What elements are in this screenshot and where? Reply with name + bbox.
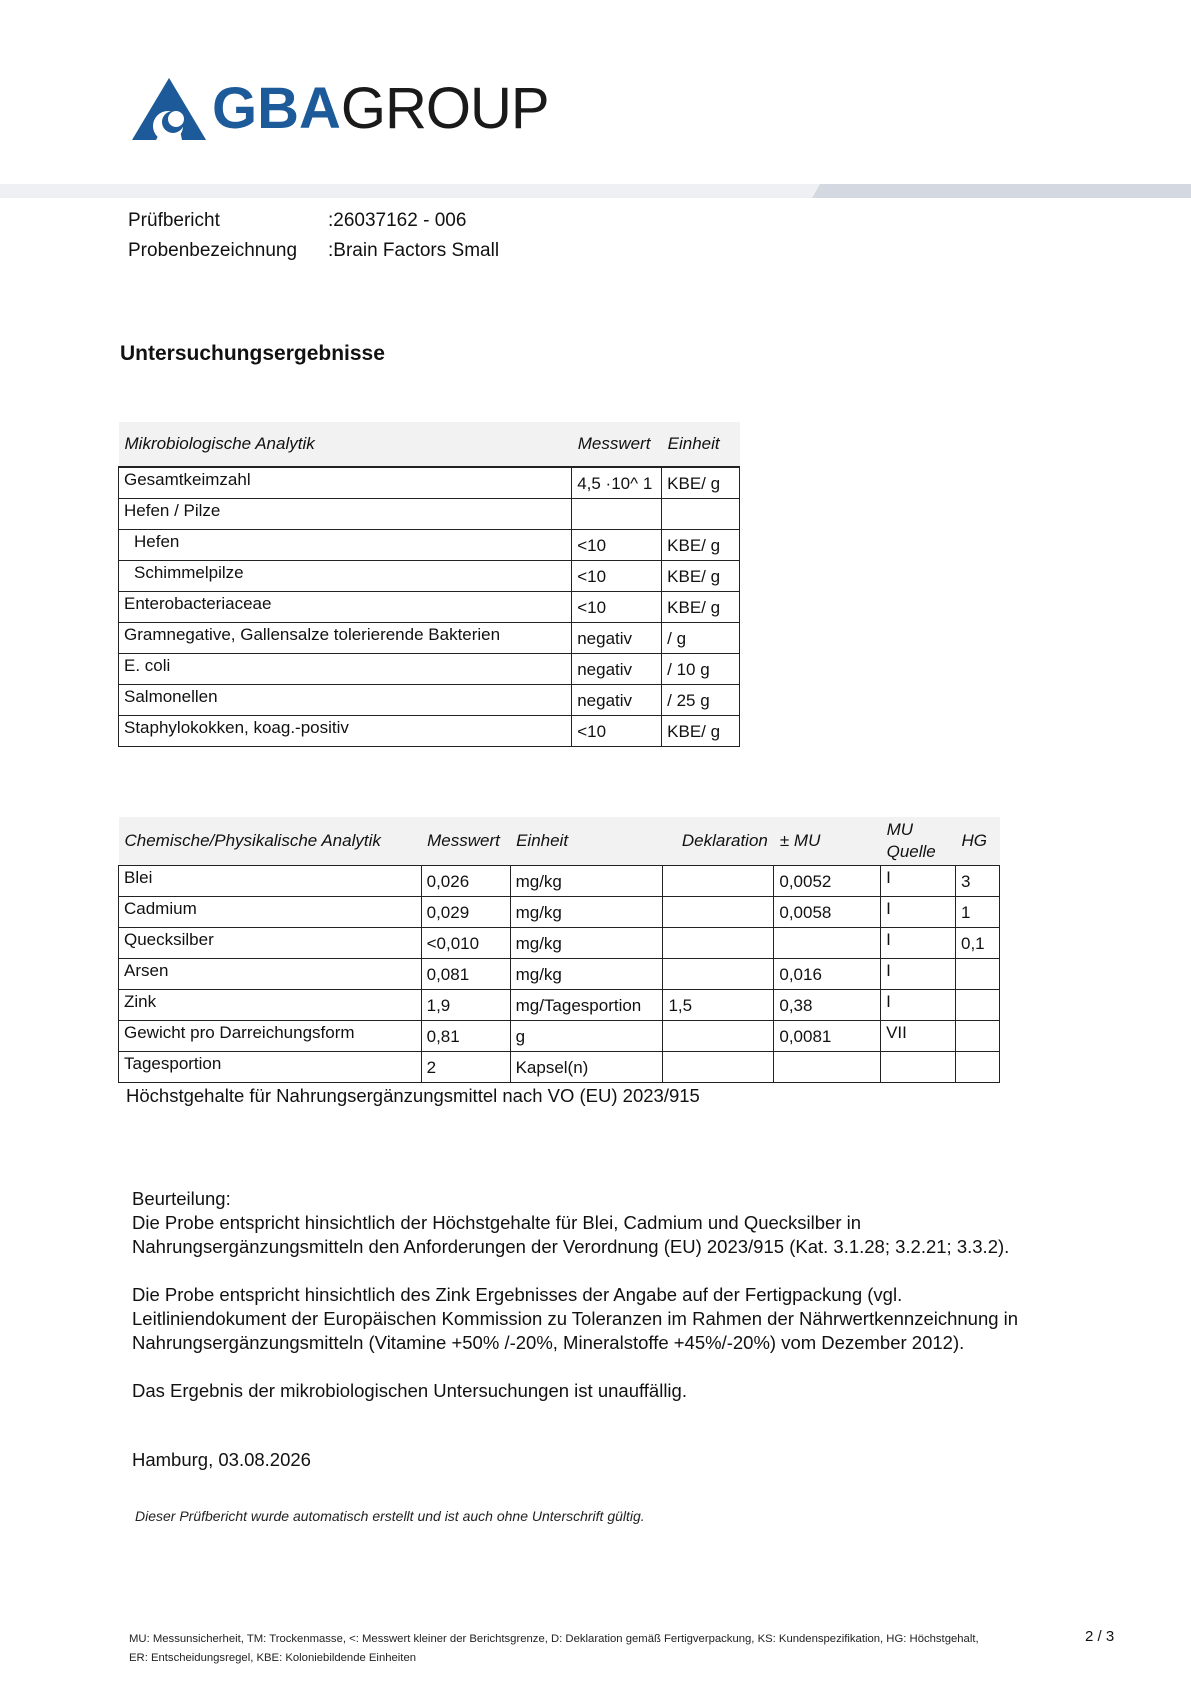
- micro-name: Gramnegative, Gallensalze tolerierende Bakterien: [119, 623, 572, 654]
- chem-name: Gewicht pro Darreichungsform: [119, 1021, 422, 1052]
- table-row: [119, 897, 1000, 928]
- chem-hg: [956, 959, 1000, 990]
- table-row: [119, 866, 1000, 897]
- chem-mu: 0,0052: [774, 866, 881, 897]
- assessment-p2-line3: Nahrungsergänzungsmitteln (Vitamine +50% /-20%, Mineralstoffe +45%/-20%) vom Dezember 2012).: [132, 1332, 965, 1353]
- micro-name: Enterobacteriaceae: [119, 592, 572, 623]
- chem-hg: [956, 1052, 1000, 1083]
- sample-label: Probenbezeichnung: [128, 240, 298, 261]
- micro-table: [118, 422, 740, 747]
- table-row: [119, 928, 1000, 959]
- micro-col-unit: Einheit: [662, 422, 740, 467]
- chem-value: 2: [421, 1052, 510, 1083]
- chem-name: Cadmium: [119, 897, 422, 928]
- chem-mu: 0,38: [774, 990, 881, 1021]
- abbreviation-legend: [129, 1630, 989, 1668]
- chem-unit: mg/Tagesportion: [510, 990, 663, 1021]
- table-row: [119, 623, 740, 654]
- micro-value: <10: [572, 561, 662, 592]
- assessment-title: Beurteilung:: [132, 1188, 231, 1209]
- micro-unit: KBE/ g: [662, 561, 740, 592]
- micro-value: negativ: [572, 654, 662, 685]
- micro-unit: [662, 499, 740, 530]
- gba-logo-mark-icon: [130, 76, 208, 142]
- chem-unit: g: [510, 1021, 663, 1052]
- chem-value: 0,029: [421, 897, 510, 928]
- micro-header-row: [119, 422, 740, 467]
- chem-unit: mg/kg: [510, 897, 663, 928]
- micro-unit: / g: [662, 623, 740, 654]
- page-number: 2 / 3: [1085, 1628, 1115, 1645]
- chem-name: Zink: [119, 990, 422, 1021]
- chem-unit: mg/kg: [510, 959, 663, 990]
- chem-declaration: [663, 1052, 774, 1083]
- chem-unit: mg/kg: [510, 928, 663, 959]
- micro-value: negativ: [572, 623, 662, 654]
- micro-unit: KBE/ g: [662, 530, 740, 561]
- table-row: [119, 654, 740, 685]
- mu-source-line2: Quelle: [886, 842, 936, 861]
- chem-table: [118, 817, 1000, 1083]
- micro-value: <10: [572, 530, 662, 561]
- report-label: Prüfbericht: [128, 210, 220, 231]
- chem-declaration: [663, 928, 774, 959]
- assessment-p3: Das Ergebnis der mikrobiologischen Untersuchungen ist unauffällig.: [132, 1380, 687, 1401]
- mu-source-line1: MU: [886, 820, 914, 839]
- micro-unit: / 10 g: [662, 654, 740, 685]
- micro-unit: KBE/ g: [662, 467, 740, 499]
- micro-unit: KBE/ g: [662, 592, 740, 623]
- chem-hg: 3: [956, 866, 1000, 897]
- micro-col-value: Messwert: [572, 422, 662, 467]
- assessment-p1-line2: Nahrungsergänzungsmitteln den Anforderungen der Verordnung (EU) 2023/915 (Kat. 3.1.28; 3.2.21; 3.3.2).: [132, 1236, 1010, 1257]
- legend-line-1: MU: Messunsicherheit, TM: Trockenmasse, <: Messwert kleiner der Berichtsgrenze, D: Deklaration gemäß Fertigverpackung, KS: Kundenspezifikation, HG: Höchstgehalt,: [129, 1633, 979, 1645]
- chem-mu-source: [881, 1052, 956, 1083]
- chem-declaration: [663, 959, 774, 990]
- chem-hg: [956, 990, 1000, 1021]
- table-row: [119, 959, 1000, 990]
- legend-line-2: ER: Entscheidungsregel, KBE: Koloniebildende Einheiten: [129, 1652, 417, 1664]
- chem-col-unit: Einheit: [510, 817, 663, 866]
- table-row: [119, 499, 740, 530]
- table-row: [119, 592, 740, 623]
- micro-name: Schimmelpilze: [119, 561, 572, 592]
- micro-value: <10: [572, 592, 662, 623]
- micro-unit: / 25 g: [662, 685, 740, 716]
- chem-value: <0,010: [421, 928, 510, 959]
- chem-value: 0,026: [421, 866, 510, 897]
- chem-col-analysis: Chemische/Physikalische Analytik: [119, 817, 422, 866]
- assessment-p2-line1: Die Probe entspricht hinsichtlich des Zink Ergebnisses der Angabe auf der Fertigpackung (vgl.: [132, 1284, 903, 1305]
- chem-unit: Kapsel(n): [510, 1052, 663, 1083]
- micro-value: negativ: [572, 685, 662, 716]
- chem-declaration: [663, 866, 774, 897]
- chem-mu-source: I: [881, 866, 956, 897]
- chem-declaration: [663, 1021, 774, 1052]
- assessment-p2-line2: Leitliniendokument der Europäischen Kommission zu Toleranzen im Rahmen der Nährwertkennzeichnung in: [132, 1308, 1019, 1329]
- chem-mu-source: VII: [881, 1021, 956, 1052]
- header-band: [0, 184, 1191, 198]
- chem-col-mu-source: [881, 817, 956, 866]
- micro-value: [572, 499, 662, 530]
- chem-hg: 1: [956, 897, 1000, 928]
- report-number: :26037162 - 006: [328, 210, 467, 231]
- chem-name: Arsen: [119, 959, 422, 990]
- chem-mu: 0,0058: [774, 897, 881, 928]
- chem-hg: 0,1: [956, 928, 1000, 959]
- chem-hg: [956, 1021, 1000, 1052]
- chem-col-mu: ± MU: [774, 817, 881, 866]
- micro-value: <10: [572, 716, 662, 747]
- place-date: Hamburg, 03.08.2026: [132, 1449, 311, 1470]
- table-row: [119, 561, 740, 592]
- company-logo: [130, 74, 549, 144]
- chem-declaration: [663, 897, 774, 928]
- micro-value: 4,5 ·10^ 1: [572, 467, 662, 499]
- chem-name: Tagesportion: [119, 1052, 422, 1083]
- logo-wordmark: [212, 76, 549, 141]
- chem-mu: 0,0081: [774, 1021, 881, 1052]
- chem-unit: mg/kg: [510, 866, 663, 897]
- chem-mu-source: I: [881, 990, 956, 1021]
- table-row: [119, 1021, 1000, 1052]
- chem-value: 1,9: [421, 990, 510, 1021]
- micro-name: E. coli: [119, 654, 572, 685]
- table-row: [119, 467, 740, 499]
- chem-name: Blei: [119, 866, 422, 897]
- chem-col-value: Messwert: [421, 817, 510, 866]
- table-row: [119, 990, 1000, 1021]
- chem-mu: [774, 928, 881, 959]
- chem-col-declaration: Deklaration: [663, 817, 774, 866]
- chem-mu: 0,016: [774, 959, 881, 990]
- logo-group-text: GROUP: [340, 76, 549, 141]
- section-title: Untersuchungsergebnisse: [120, 342, 385, 365]
- table-row: [119, 530, 740, 561]
- table-row: [119, 716, 740, 747]
- assessment-p1-line1: Die Probe entspricht hinsichtlich der Höchstgehalte für Blei, Cadmium und Quecksilber in: [132, 1212, 862, 1233]
- sample-name: :Brain Factors Small: [328, 240, 500, 261]
- micro-name: Hefen / Pilze: [119, 499, 572, 530]
- max-levels-note: Höchstgehalte für Nahrungsergänzungsmittel nach VO (EU) 2023/915: [126, 1085, 700, 1106]
- table-row: [119, 1052, 1000, 1083]
- micro-name: Salmonellen: [119, 685, 572, 716]
- chem-mu-source: I: [881, 897, 956, 928]
- chem-col-hg: HG: [956, 817, 1000, 866]
- micro-name: Gesamtkeimzahl: [119, 467, 572, 499]
- chem-declaration: 1,5: [663, 990, 774, 1021]
- chem-mu-source: I: [881, 959, 956, 990]
- chem-header-row: [119, 817, 1000, 866]
- micro-name: Staphylokokken, koag.-positiv: [119, 716, 572, 747]
- auto-generated-note: Dieser Prüfbericht wurde automatisch erstellt und ist auch ohne Unterschrift gültig.: [135, 1508, 645, 1524]
- logo-gba-text: GBA: [212, 76, 341, 141]
- micro-name: Hefen: [119, 530, 572, 561]
- table-row: [119, 685, 740, 716]
- chem-mu: [774, 1052, 881, 1083]
- chem-mu-source: I: [881, 928, 956, 959]
- chem-value: 0,81: [421, 1021, 510, 1052]
- chem-name: Quecksilber: [119, 928, 422, 959]
- micro-col-analysis: Mikrobiologische Analytik: [119, 422, 572, 467]
- micro-unit: KBE/ g: [662, 716, 740, 747]
- chem-value: 0,081: [421, 959, 510, 990]
